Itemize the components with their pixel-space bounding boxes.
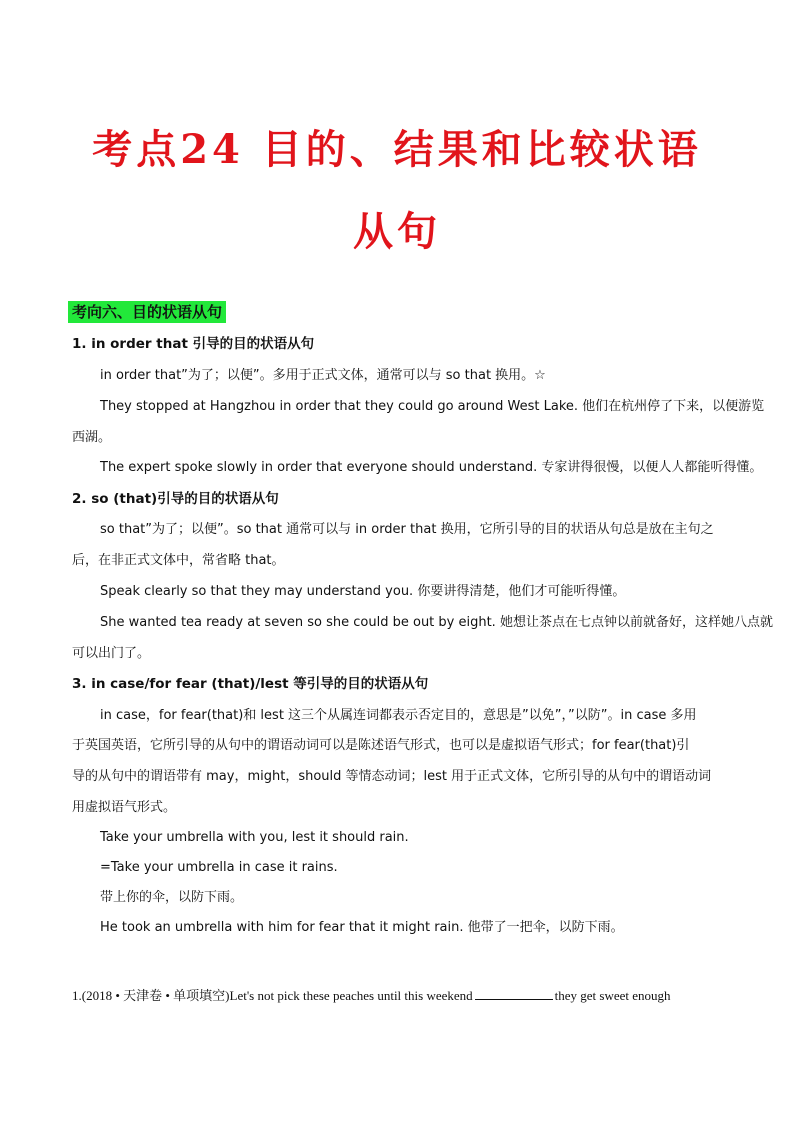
answer-blank[interactable] — [475, 987, 553, 1000]
example-sentence: They stopped at Hangzhou in order that they could go around West Lake. 他们在杭州停了下来，以便游览 — [100, 399, 765, 414]
paragraph-cont: 用虚拟语气形式。 — [72, 800, 177, 815]
exercise-text-after: they get sweet enough — [554, 988, 671, 1003]
heading-2: 2. so (that)引导的目的状语从句 — [72, 491, 279, 507]
example-sentence: =Take your umbrella in case it rains. — [100, 860, 338, 875]
exercise-text-before: 1.(2018 • 天津卷 • 单项填空)Let's not pick these peaches until this weekend — [72, 988, 473, 1003]
paragraph: so that”为了；以便”。so that 通常可以与 in order that 换用，它所引导的目的状语从句总是放在主句之 — [100, 522, 714, 537]
heading-3: 3. in case/for fear (that)/lest 等引导的目的状语从句 — [72, 676, 429, 692]
paragraph-cont: 于英国英语，它所引导的从句中的谓语动词可以是陈述语气形式，也可以是虚拟语气形式；for fear(that)引 — [72, 738, 690, 753]
example-sentence: She wanted tea ready at seven so she could be out by eight. 她想让茶点在七点钟以前就备好，这样她八点就 — [100, 615, 773, 630]
example-sentence: The expert spoke slowly in order that everyone should understand. 专家讲得很慢，以便人人都能听得懂。 — [100, 460, 763, 475]
example-sentence-cont: 可以出门了。 — [72, 646, 151, 661]
section-tag: 考向六、目的状语从句 — [68, 301, 226, 323]
example-translation: 带上你的伞，以防下雨。 — [100, 890, 244, 905]
paragraph: in case，for fear(that)和 lest 这三个从属连词都表示否定目的，意思是”以免”，”以防”。in case 多用 — [100, 708, 697, 723]
paragraph-cont: 导的从句中的谓语带有 may，might，should 等情态动词；lest 用于正式文体，它所引导的从句中的谓语动词 — [72, 769, 712, 784]
page-title-line-1: 考点24 目的、结果和比较状语 — [92, 126, 702, 173]
paragraph: in order that”为了；以便”。多用于正式文体，通常可以与 so that 换用。☆ — [100, 368, 546, 383]
example-sentence-cont: 西湖。 — [72, 430, 112, 445]
example-sentence: He took an umbrella with him for fear that it might rain. 他带了一把伞，以防下雨。 — [100, 920, 624, 935]
heading-1: 1. in order that 引导的目的状语从句 — [72, 336, 315, 352]
paragraph-cont: 后，在非正式文体中，常省略 that。 — [72, 553, 285, 568]
exercise-question — [72, 987, 671, 1004]
example-sentence: Take your umbrella with you, lest it should rain. — [100, 830, 409, 845]
page-title-line-2: 从句 — [353, 208, 441, 255]
example-sentence: Speak clearly so that they may understand you. 你要讲得清楚，他们才可能听得懂。 — [100, 584, 626, 599]
